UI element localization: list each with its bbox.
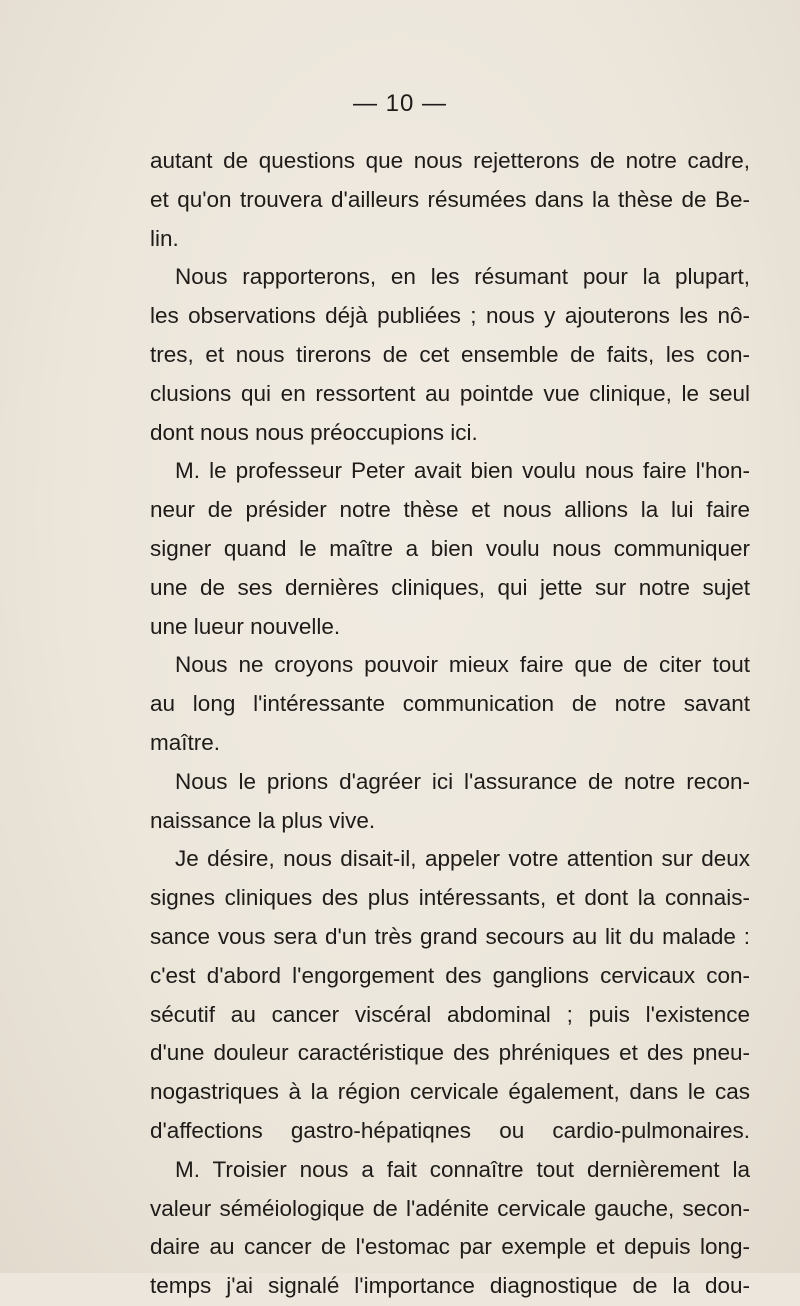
text-line: temps j'ai signalé l'importance diagnostique de la dou- — [150, 1273, 750, 1299]
text-line: dont nous nous préoccupions ici. — [150, 419, 478, 445]
text-line: Je désire, nous disait-il, appeler votre attention sur deux — [175, 846, 750, 872]
text-line: c'est d'abord l'engorgement des ganglions cervicaux con- — [150, 962, 750, 988]
text-line: d'une douleur caractéristique des phréniques et des pneu- — [150, 1040, 750, 1066]
text-line: Nous le prions d'agréer ici l'assurance de notre recon- — [175, 768, 750, 794]
text-line: clusions qui en ressortent au pointde vue clinique, le seul — [150, 380, 750, 406]
text-line: au long l'intéressante communication de notre savant — [150, 691, 750, 717]
text-line: naissance la plus vive. — [150, 807, 376, 833]
text-line: tres, et nous tirerons de cet ensemble de faits, les con- — [150, 341, 750, 367]
page-number: — 10 — — [352, 90, 448, 117]
text-line: lin. — [150, 225, 179, 251]
text-line: une lueur nouvelle. — [150, 613, 341, 639]
text-line: signes cliniques des plus intéressants, et dont la connais- — [150, 885, 750, 911]
text-line: les observations déjà publiées ; nous y ajouterons les nô- — [150, 303, 750, 329]
text-line: maître. — [150, 729, 221, 755]
text-line: Nous rapporterons, en les résumant pour la plupart, — [175, 264, 750, 290]
text-line: M. Troisier nous a fait connaître tout dernièrement la — [175, 1156, 750, 1182]
text-line: M. le professeur Peter avait bien voulu nous faire l'hon- — [175, 458, 750, 484]
text-line: une de ses dernières cliniques, qui jette sur notre sujet — [150, 574, 750, 600]
text-line: Nous ne croyons pouvoir mieux faire que de citer tout — [175, 652, 750, 678]
text-line: valeur séméiologique de l'adénite cervicale gauche, secon- — [150, 1195, 750, 1221]
text-line: neur de présider notre thèse et nous allions la lui faire — [150, 497, 750, 523]
text-line: d'affections gastro-hépatiqnes ou cardio-pulmonaires. — [150, 1117, 750, 1143]
text-line: signer quand le maître a bien voulu nous communiquer — [150, 535, 750, 561]
text-line: nogastriques à la région cervicale également, dans le cas — [150, 1079, 750, 1105]
text-line: autant de questions que nous rejetterons de notre cadre, — [150, 148, 750, 173]
text-line: sance vous sera d'un très grand secours au lit du malade : — [150, 923, 750, 949]
text-line: sécutif au cancer viscéral abdominal ; puis l'existence — [150, 1001, 750, 1027]
text-line: et qu'on trouvera d'ailleurs résumées dans la thèse de Be- — [150, 186, 750, 212]
body-text — [150, 142, 750, 1306]
text-line: daire au cancer de l'estomac par exemple et depuis long- — [150, 1234, 750, 1260]
